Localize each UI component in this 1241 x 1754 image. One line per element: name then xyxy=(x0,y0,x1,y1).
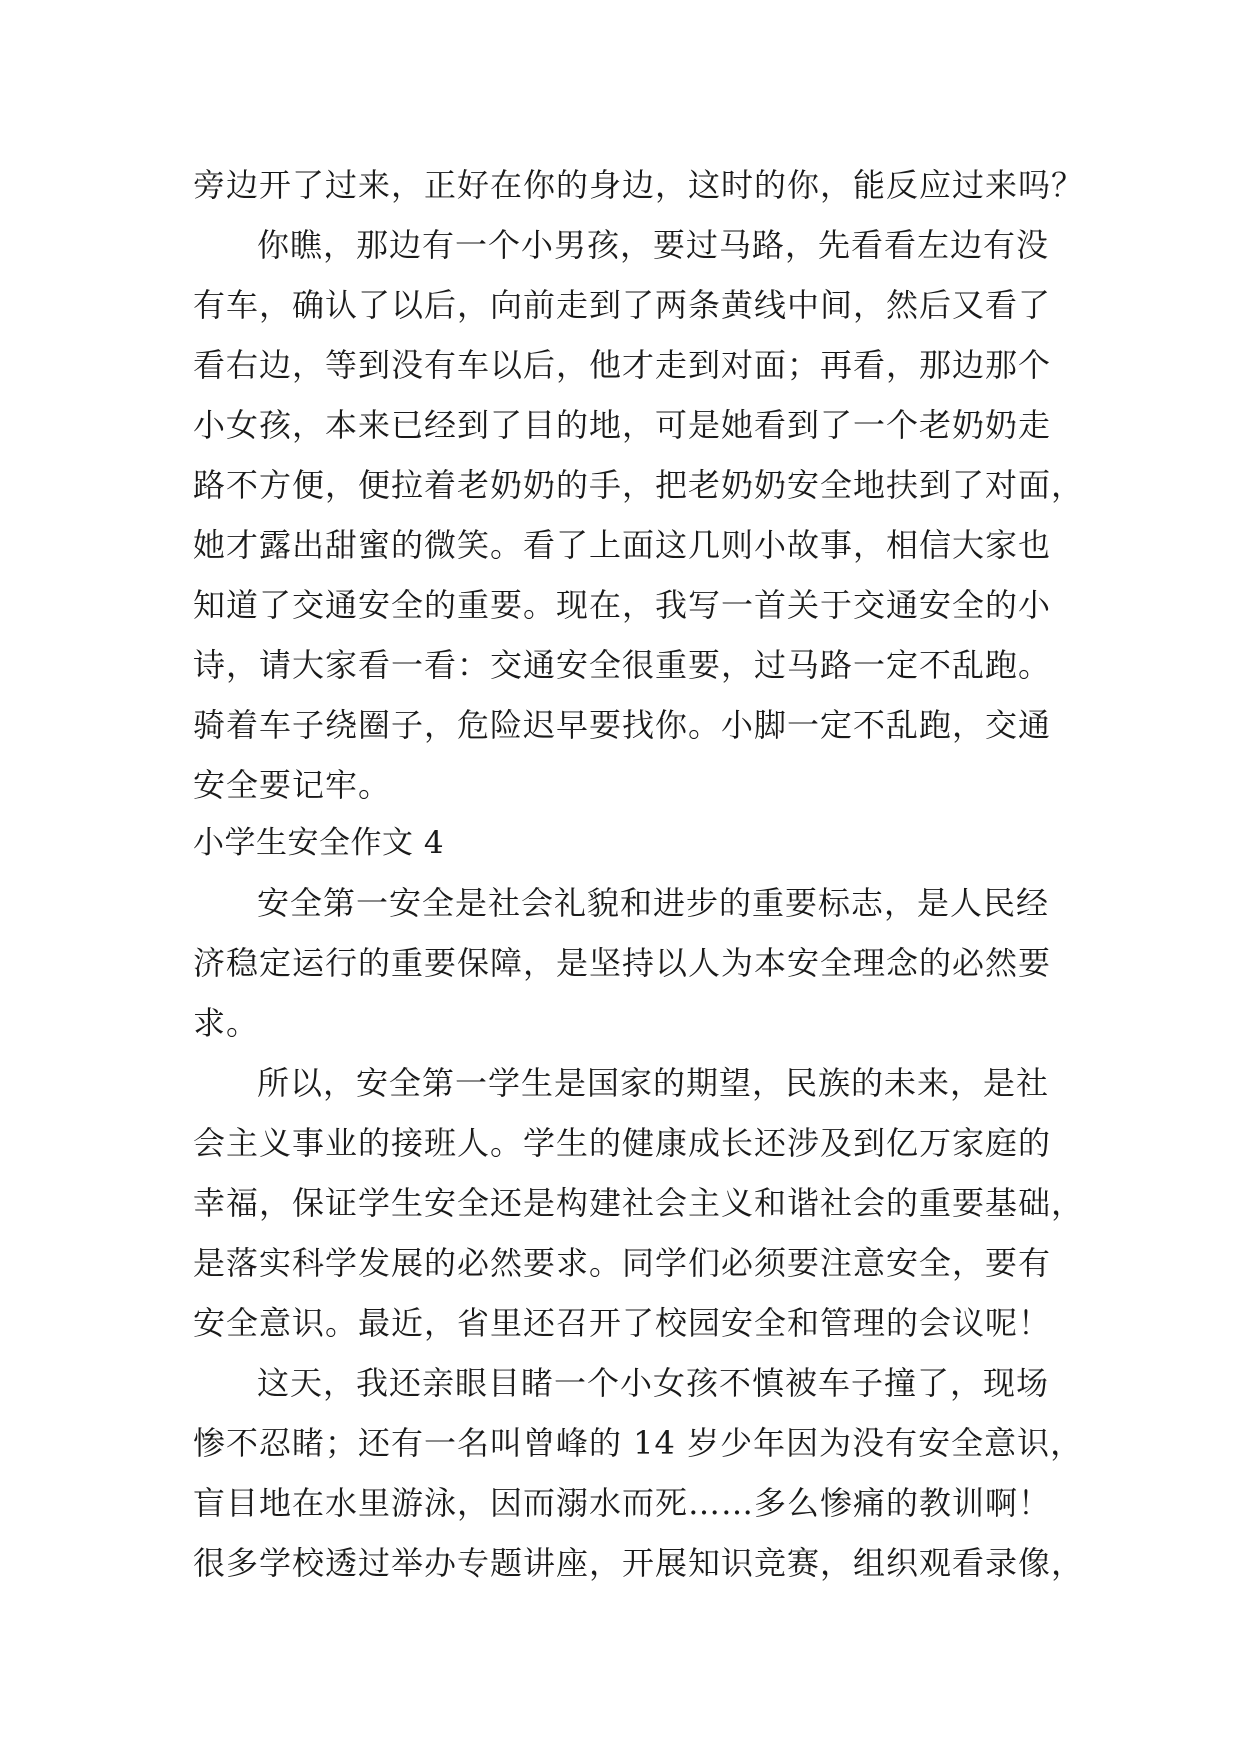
text-line-5: 小女孩，本来已经到了目的地，可是她看到了一个老奶奶走 xyxy=(193,406,1052,444)
text-line-9: 诗，请大家看一看：交通安全很重要，过马路一定不乱跑。 xyxy=(193,646,1052,684)
paragraph-start-line: 这天，我还亲眼目睹一个小女孩不慎被车子撞了，现场 xyxy=(257,1364,1050,1402)
text-line-3: 有车，确认了以后，向前走到了两条黄线中间，然后又看了 xyxy=(193,286,1052,324)
paragraph-start-line: 你瞧，那边有一个小男孩，要过马路，先看看左边有没 xyxy=(257,226,1050,264)
text-line-7: 她才露出甜蜜的微笑。看了上面这几则小故事，相信大家也 xyxy=(193,526,1052,564)
text-line-20: 安全意识。最近，省里还召开了校园安全和管理的会议呢！ xyxy=(193,1304,1052,1342)
text-line-4: 看右边，等到没有车以后，他才走到对面；再看，那边那个 xyxy=(193,346,1052,384)
text-line-14: 济稳定运行的重要保障，是坚持以人为本安全理念的必然要 xyxy=(193,944,1052,982)
text-line-8: 知道了交通安全的重要。现在，我写一首关于交通安全的小 xyxy=(193,586,1052,624)
text-line-19: 是落实科学发展的必然要求。同学们必须要注意安全，要有 xyxy=(193,1244,1052,1282)
text-line-22: 惨不忍睹；还有一名叫曾峰的 14 岁少年因为没有安全意识， xyxy=(193,1424,1084,1462)
section-heading: 小学生安全作文 4 xyxy=(193,825,445,861)
text-line-11: 安全要记牢。 xyxy=(193,766,392,804)
text-line-6: 路不方便，便拉着老奶奶的手，把老奶奶安全地扶到了对面， xyxy=(193,466,1085,504)
text-line-23: 盲目地在水里游泳，因而溺水而死……多么惨痛的教训啊！ xyxy=(193,1484,1052,1522)
text-line-24: 很多学校透过举办专题讲座，开展知识竞赛，组织观看录像， xyxy=(193,1544,1085,1582)
paragraph-start-line: 安全第一安全是社会礼貌和进步的重要标志，是人民经 xyxy=(257,884,1050,922)
text-line-15: 求。 xyxy=(193,1004,260,1042)
text-line-10: 骑着车子绕圈子，危险迟早要找你。小脚一定不乱跑，交通 xyxy=(193,706,1052,744)
text-line-17: 会主义事业的接班人。学生的健康成长还涉及到亿万家庭的 xyxy=(193,1124,1052,1162)
paragraph-start-line: 所以，安全第一学生是国家的期望，民族的未来，是社 xyxy=(257,1064,1050,1102)
text-line-1: 旁边开了过来，正好在你的身边，这时的你，能反应过来吗？ xyxy=(193,166,1085,204)
text-line-18: 幸福，保证学生安全还是构建社会主义和谐社会的重要基础， xyxy=(193,1184,1085,1222)
